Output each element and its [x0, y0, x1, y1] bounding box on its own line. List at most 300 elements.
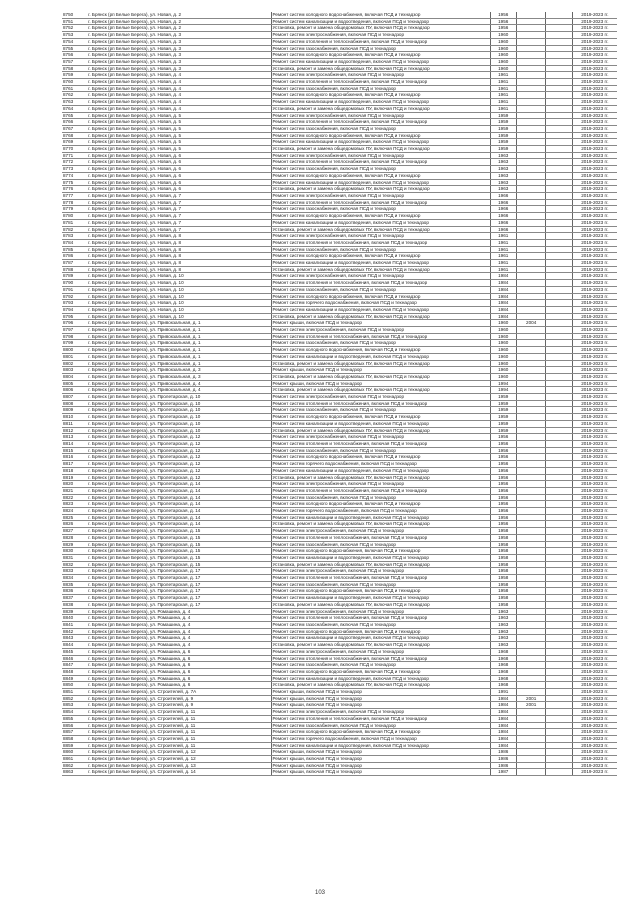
last-repair-year-cell	[516, 441, 545, 448]
address-cell: г. Брянск (рп Белые Берега), ул. Привокзальная, д. 1	[87, 320, 271, 327]
row-number: 8770	[62, 146, 87, 153]
period-cell: 2019-2023 гг.	[572, 434, 617, 441]
last-repair-year-cell	[516, 508, 545, 515]
address-cell: г. Брянск (рп Белые Берега), ул. Привокзальная, д. 1	[87, 327, 271, 334]
year-built-cell: 1959	[490, 394, 516, 401]
row-number: 8836	[62, 588, 87, 595]
year-built-cell: 1986	[490, 749, 516, 756]
work-type-cell: Ремонт крыши, включая ПСД и технадзор	[271, 702, 490, 709]
work-type-cell: Ремонт систем холодного водоснабжения, включая ПСД и технадзор	[271, 213, 490, 220]
period-cell: 2019-2023 гг.	[572, 206, 617, 213]
address-cell: г. Брянск (рп Белые Берега), ул. Ромашина, д. 6	[87, 668, 271, 675]
year-built-cell: 1956	[490, 474, 516, 481]
table-row	[62, 186, 617, 193]
year-built-cell: 1968	[490, 668, 516, 675]
year-built-cell: 1991	[490, 689, 516, 696]
extra-cell	[546, 253, 572, 260]
period-cell: 2019-2023 гг.	[572, 689, 617, 696]
row-number: 8784	[62, 239, 87, 246]
extra-cell	[546, 172, 572, 179]
row-number: 8787	[62, 260, 87, 267]
extra-cell	[546, 199, 572, 206]
period-cell: 2019-2023 гг.	[572, 702, 617, 709]
period-cell: 2019-2023 гг.	[572, 105, 617, 112]
extra-cell	[546, 300, 572, 307]
table-row	[62, 65, 617, 72]
row-number: 8850	[62, 682, 87, 689]
address-cell: г. Брянск (рп Белые Берега), ул. Пролетарская, д. 15	[87, 548, 271, 555]
address-cell: г. Брянск (рп Белые Берега), ул. Привокзальная, д. 3	[87, 367, 271, 374]
address-cell: г. Брянск (рп Белые Берега), ул. Ромашина, д. 4	[87, 621, 271, 628]
period-cell: 2019-2023 гг.	[572, 293, 617, 300]
year-built-cell: 1963	[490, 635, 516, 642]
period-cell: 2019-2023 гг.	[572, 534, 617, 541]
table-row	[62, 420, 617, 427]
last-repair-year-cell	[516, 213, 545, 220]
work-type-cell: Ремонт систем газоснабжения, включая ПСД и технадзор	[271, 447, 490, 454]
work-type-cell: Ремонт крыши, включая ПСД и технадзор	[271, 762, 490, 769]
row-number: 8760	[62, 79, 87, 86]
extra-cell	[546, 286, 572, 293]
row-number: 8758	[62, 65, 87, 72]
extra-cell	[546, 568, 572, 575]
work-type-cell: Ремонт систем холодного водоснабжения, включая ПСД и технадзор	[271, 132, 490, 139]
table-row	[62, 487, 617, 494]
row-number: 8802	[62, 360, 87, 367]
period-cell: 2019-2023 гг.	[572, 125, 617, 132]
year-built-cell: 1960	[490, 52, 516, 59]
year-built-cell: 1963	[490, 172, 516, 179]
extra-cell	[546, 514, 572, 521]
address-cell: г. Брянск (рп Белые Берега), ул. Пролетарская, д. 15	[87, 561, 271, 568]
row-number: 8754	[62, 38, 87, 45]
extra-cell	[546, 360, 572, 367]
work-type-cell: Ремонт систем канализации и водоотведения, включая ПСД и технадзор	[271, 353, 490, 360]
last-repair-year-cell: 2001	[516, 695, 545, 702]
period-cell: 2019-2023 гг.	[572, 239, 617, 246]
row-number: 8816	[62, 454, 87, 461]
year-built-cell: 1963	[490, 615, 516, 622]
last-repair-year-cell	[516, 166, 545, 173]
row-number: 8766	[62, 119, 87, 126]
address-cell: г. Брянск (рп Белые Берега), ул. Строителей, д. 11	[87, 709, 271, 716]
year-built-cell: 1984	[490, 293, 516, 300]
year-built-cell: 1959	[490, 420, 516, 427]
last-repair-year-cell	[516, 722, 545, 729]
work-type-cell: Ремонт систем электроснабжения, включая ПСД и технадзор	[271, 648, 490, 655]
period-cell: 2019-2023 гг.	[572, 273, 617, 280]
address-cell: г. Брянск (рп Белые Берега), ул. Ромашина, д. 4	[87, 642, 271, 649]
table-row	[62, 595, 617, 602]
year-built-cell: 1984	[490, 286, 516, 293]
extra-cell	[546, 548, 572, 555]
period-cell: 2019-2023 гг.	[572, 722, 617, 729]
last-repair-year-cell	[516, 400, 545, 407]
address-cell: г. Брянск (рп Белые Берега), ул. Ромашина, д. 4	[87, 608, 271, 615]
period-cell: 2019-2023 гг.	[572, 521, 617, 528]
last-repair-year-cell	[516, 367, 545, 374]
last-repair-year-cell	[516, 266, 545, 273]
extra-cell	[546, 668, 572, 675]
address-cell: г. Брянск (рп Белые Берега), ул. Новая, д. 7	[87, 199, 271, 206]
work-type-cell: Установка, ремонт и замена общедомовых ПУ, включая ПСД и технадзор	[271, 65, 490, 72]
year-built-cell: 1968	[490, 662, 516, 669]
table-row	[62, 52, 617, 59]
work-type-cell: Ремонт систем отопления и теплоснабжения, включая ПСД и технадзор	[271, 119, 490, 126]
row-number: 8794	[62, 306, 87, 313]
address-cell: г. Брянск (рп Белые Берега), ул. Новая, д. 6	[87, 179, 271, 186]
last-repair-year-cell	[516, 38, 545, 45]
period-cell: 2019-2023 гг.	[572, 233, 617, 240]
year-built-cell: 1959	[490, 132, 516, 139]
year-built-cell: 1984	[490, 273, 516, 280]
table-row	[62, 534, 617, 541]
period-cell: 2019-2023 гг.	[572, 340, 617, 347]
year-built-cell: 1961	[490, 260, 516, 267]
period-cell: 2019-2023 гг.	[572, 756, 617, 763]
extra-cell	[546, 273, 572, 280]
period-cell: 2019-2023 гг.	[572, 253, 617, 260]
address-cell: г. Брянск (рп Белые Берега), ул. Пролетарская, д. 17	[87, 581, 271, 588]
period-cell: 2019-2023 гг.	[572, 172, 617, 179]
last-repair-year-cell	[516, 333, 545, 340]
extra-cell	[546, 45, 572, 52]
period-cell: 2019-2023 гг.	[572, 769, 617, 776]
table-row	[62, 119, 617, 126]
extra-cell	[546, 146, 572, 153]
address-cell: г. Брянск (рп Белые Берега), ул. Новая, д. 3	[87, 32, 271, 39]
last-repair-year-cell	[516, 414, 545, 421]
work-type-cell: Ремонт систем электроснабжения, включая ПСД и технадзор	[271, 152, 490, 159]
year-built-cell: 1966	[490, 206, 516, 213]
last-repair-year-cell	[516, 32, 545, 39]
table-row	[62, 159, 617, 166]
row-number: 8756	[62, 52, 87, 59]
address-cell: г. Брянск (рп Белые Берега), ул. Новая, д. 3	[87, 38, 271, 45]
year-built-cell: 1956	[490, 454, 516, 461]
year-built-cell: 1958	[490, 575, 516, 582]
row-number: 8828	[62, 534, 87, 541]
last-repair-year-cell	[516, 105, 545, 112]
table-row	[62, 628, 617, 635]
period-cell: 2019-2023 гг.	[572, 494, 617, 501]
row-number: 8767	[62, 125, 87, 132]
period-cell: 2019-2023 гг.	[572, 373, 617, 380]
extra-cell	[546, 695, 572, 702]
address-cell: г. Брянск (рп Белые Берега), ул. Ромашина, д. 4	[87, 635, 271, 642]
work-type-cell: Установка, ремонт и замена общедомовых ПУ, включая ПСД и технадзор	[271, 682, 490, 689]
table-row	[62, 621, 617, 628]
period-cell: 2019-2023 гг.	[572, 38, 617, 45]
period-cell: 2019-2023 гг.	[572, 400, 617, 407]
period-cell: 2019-2023 гг.	[572, 367, 617, 374]
work-type-cell: Ремонт систем электроснабжения, включая ПСД и технадзор	[271, 528, 490, 535]
work-type-cell: Установка, ремонт и замена общедомовых ПУ, включая ПСД и технадзор	[271, 474, 490, 481]
row-number: 8780	[62, 213, 87, 220]
last-repair-year-cell	[516, 749, 545, 756]
address-cell: г. Брянск (рп Белые Берега), ул. Новая, д. 4	[87, 92, 271, 99]
period-cell: 2019-2023 гг.	[572, 219, 617, 226]
work-type-cell: Установка, ремонт и замена общедомовых ПУ, включая ПСД и технадзор	[271, 313, 490, 320]
address-cell: г. Брянск (рп Белые Берега), ул. Привокзальная, д. 4	[87, 387, 271, 394]
last-repair-year-cell	[516, 494, 545, 501]
extra-cell	[546, 715, 572, 722]
last-repair-year-cell	[516, 300, 545, 307]
table-row	[62, 333, 617, 340]
table-row	[62, 387, 617, 394]
work-type-cell: Ремонт систем электроснабжения, включая ПСД и технадзор	[271, 394, 490, 401]
extra-cell	[546, 447, 572, 454]
address-cell: г. Брянск (рп Белые Берега), ул. Новая, д. 5	[87, 112, 271, 119]
last-repair-year-cell	[516, 239, 545, 246]
extra-cell	[546, 501, 572, 508]
table-row	[62, 702, 617, 709]
last-repair-year-cell	[516, 454, 545, 461]
last-repair-year-cell	[516, 501, 545, 508]
year-built-cell: 1984	[490, 702, 516, 709]
last-repair-year-cell	[516, 293, 545, 300]
extra-cell	[546, 353, 572, 360]
address-cell: г. Брянск (рп Белые Берега), ул. Пролетарская, д. 14	[87, 521, 271, 528]
last-repair-year-cell	[516, 554, 545, 561]
table-row	[62, 373, 617, 380]
work-type-cell: Ремонт систем канализации и водоотведения, включая ПСД и технадзор	[271, 742, 490, 749]
period-cell: 2019-2023 гг.	[572, 588, 617, 595]
extra-cell	[546, 420, 572, 427]
work-type-cell: Установка, ремонт и замена общедомовых ПУ, включая ПСД и технадзор	[271, 186, 490, 193]
address-cell: г. Брянск (рп Белые Берега), ул. Новая, д. 8	[87, 266, 271, 273]
table-row	[62, 266, 617, 273]
address-cell: г. Брянск (рп Белые Берега), ул. Пролетарская, д. 17	[87, 601, 271, 608]
row-number: 8853	[62, 702, 87, 709]
table-row	[62, 360, 617, 367]
extra-cell	[546, 709, 572, 716]
last-repair-year-cell	[516, 125, 545, 132]
address-cell: г. Брянск (рп Белые Берега), ул. Новая, д. 10	[87, 306, 271, 313]
work-type-cell: Ремонт систем электроснабжения, включая ПСД и технадзор	[271, 112, 490, 119]
address-cell: г. Брянск (рп Белые Берега), ул. Ромашина, д. 6	[87, 675, 271, 682]
last-repair-year-cell	[516, 286, 545, 293]
table-row	[62, 85, 617, 92]
period-cell: 2019-2023 гг.	[572, 635, 617, 642]
last-repair-year-cell	[516, 85, 545, 92]
row-number: 8779	[62, 206, 87, 213]
extra-cell	[546, 179, 572, 186]
last-repair-year-cell	[516, 99, 545, 106]
row-number: 8785	[62, 246, 87, 253]
extra-cell	[546, 38, 572, 45]
work-type-cell: Ремонт систем горячего водоснабжения, включая ПСД и технадзор	[271, 461, 490, 468]
period-cell: 2019-2023 гг.	[572, 347, 617, 354]
extra-cell	[546, 534, 572, 541]
year-built-cell: 1959	[490, 112, 516, 119]
work-type-cell: Ремонт систем электроснабжения, включая ПСД и технадзор	[271, 608, 490, 615]
row-number: 8772	[62, 159, 87, 166]
period-cell: 2019-2023 гг.	[572, 58, 617, 65]
work-type-cell: Ремонт систем электроснабжения, включая ПСД и технадзор	[271, 233, 490, 240]
last-repair-year-cell	[516, 146, 545, 153]
period-cell: 2019-2023 гг.	[572, 387, 617, 394]
address-cell: г. Брянск (рп Белые Берега), ул. Строителей, д. 13	[87, 762, 271, 769]
work-type-cell: Ремонт систем отопления и теплоснабжения, включая ПСД и технадзор	[271, 38, 490, 45]
period-cell: 2019-2023 гг.	[572, 85, 617, 92]
address-cell: г. Брянск (рп Белые Берега), ул. Строителей, д. 11	[87, 742, 271, 749]
last-repair-year-cell	[516, 45, 545, 52]
work-type-cell: Ремонт систем канализации и водоотведения, включая ПСД и технадзор	[271, 260, 490, 267]
year-built-cell: 1956	[490, 514, 516, 521]
period-cell: 2019-2023 гг.	[572, 65, 617, 72]
period-cell: 2019-2023 гг.	[572, 675, 617, 682]
row-number: 8761	[62, 85, 87, 92]
period-cell: 2019-2023 гг.	[572, 12, 617, 18]
work-type-cell: Ремонт систем холодного водоснабжения, включая ПСД и технадзор	[271, 501, 490, 508]
last-repair-year-cell	[516, 575, 545, 582]
work-type-cell: Установка, ремонт и замена общедомовых ПУ, включая ПСД и технадзор	[271, 521, 490, 528]
year-built-cell: 1968	[490, 655, 516, 662]
address-cell: г. Брянск (рп Белые Берега), ул. Строителей, д. 11	[87, 735, 271, 742]
period-cell: 2019-2023 гг.	[572, 246, 617, 253]
extra-cell	[546, 615, 572, 622]
extra-cell	[546, 239, 572, 246]
period-cell: 2019-2023 гг.	[572, 213, 617, 220]
extra-cell	[546, 742, 572, 749]
year-built-cell: 1956	[490, 521, 516, 528]
last-repair-year-cell	[516, 528, 545, 535]
year-built-cell: 1966	[490, 226, 516, 233]
year-built-cell: 1984	[490, 722, 516, 729]
table-row	[62, 568, 617, 575]
period-cell: 2019-2023 гг.	[572, 266, 617, 273]
address-cell: г. Брянск (рп Белые Берега), ул. Пролетарская, д. 17	[87, 588, 271, 595]
last-repair-year-cell: 2004	[516, 320, 545, 327]
table-row	[62, 280, 617, 287]
extra-cell	[546, 119, 572, 126]
period-cell: 2019-2023 гг.	[572, 420, 617, 427]
row-number: 8826	[62, 521, 87, 528]
year-built-cell: 1958	[490, 595, 516, 602]
extra-cell	[546, 72, 572, 79]
year-built-cell: 1958	[490, 548, 516, 555]
address-cell: г. Брянск (рп Белые Берега), ул. Пролетарская, д. 10	[87, 394, 271, 401]
work-type-cell: Установка, ремонт и замена общедомовых ПУ, включая ПСД и технадзор	[271, 427, 490, 434]
period-cell: 2019-2023 гг.	[572, 474, 617, 481]
table-row	[62, 400, 617, 407]
table-row	[62, 219, 617, 226]
period-cell: 2019-2023 гг.	[572, 481, 617, 488]
row-number: 8860	[62, 749, 87, 756]
table-row	[62, 601, 617, 608]
address-cell: г. Брянск (рп Белые Берега), ул. Пролетарская, д. 17	[87, 595, 271, 602]
address-cell: г. Брянск (рп Белые Берега), ул. Новая, д. 5	[87, 119, 271, 126]
address-cell: г. Брянск (рп Белые Берега), ул. Ромашина, д. 6	[87, 662, 271, 669]
table-row	[62, 575, 617, 582]
extra-cell	[546, 655, 572, 662]
work-type-cell: Ремонт систем горячего водоснабжения, включая ПСД и технадзор	[271, 300, 490, 307]
period-cell: 2019-2023 гг.	[572, 79, 617, 86]
row-number: 8809	[62, 407, 87, 414]
period-cell: 2019-2023 гг.	[572, 186, 617, 193]
address-cell: г. Брянск (рп Белые Берега), ул. Пролетарская, д. 17	[87, 568, 271, 575]
row-number: 8778	[62, 199, 87, 206]
period-cell: 2019-2023 гг.	[572, 508, 617, 515]
row-number: 8753	[62, 32, 87, 39]
period-cell: 2019-2023 гг.	[572, 119, 617, 126]
table-row	[62, 152, 617, 159]
table-body	[62, 12, 617, 776]
last-repair-year-cell	[516, 65, 545, 72]
row-number: 8762	[62, 92, 87, 99]
address-cell: г. Брянск (рп Белые Берега), ул. Новая, д. 4	[87, 105, 271, 112]
extra-cell	[546, 280, 572, 287]
table-row	[62, 668, 617, 675]
work-type-cell: Ремонт систем канализации и водоотведения, включая ПСД и технадзор	[271, 420, 490, 427]
table-row	[62, 105, 617, 112]
extra-cell	[546, 762, 572, 769]
last-repair-year-cell	[516, 628, 545, 635]
table-row	[62, 394, 617, 401]
last-repair-year-cell	[516, 159, 545, 166]
year-built-cell: 1959	[490, 400, 516, 407]
year-built-cell: 1968	[490, 648, 516, 655]
work-type-cell: Ремонт систем газоснабжения, включая ПСД и технадзор	[271, 662, 490, 669]
year-built-cell: 1960	[490, 347, 516, 354]
last-repair-year-cell	[516, 487, 545, 494]
extra-cell	[546, 467, 572, 474]
work-type-cell: Ремонт систем отопления и теплоснабжения, включая ПСД и технадзор	[271, 655, 490, 662]
work-type-cell: Ремонт систем газоснабжения, включая ПСД и технадзор	[271, 541, 490, 548]
year-built-cell: 1961	[490, 233, 516, 240]
extra-cell	[546, 99, 572, 106]
table-row	[62, 58, 617, 65]
table-row	[62, 239, 617, 246]
work-type-cell: Ремонт систем канализации и водоотведения, включая ПСД и технадзор	[271, 18, 490, 25]
table-row	[62, 233, 617, 240]
table-row	[62, 655, 617, 662]
work-type-cell: Ремонт систем электроснабжения, включая ПСД и технадзор	[271, 568, 490, 575]
period-cell: 2019-2023 гг.	[572, 655, 617, 662]
table-row	[62, 18, 617, 25]
year-built-cell: 1960	[490, 340, 516, 347]
address-cell: г. Брянск (рп Белые Берега), ул. Ромашина, д. 6	[87, 648, 271, 655]
table-row	[62, 588, 617, 595]
address-cell: г. Брянск (рп Белые Берега), ул. Новая, д. 7	[87, 213, 271, 220]
row-number: 8825	[62, 514, 87, 521]
table-row	[62, 454, 617, 461]
period-cell: 2019-2023 гг.	[572, 18, 617, 25]
year-built-cell: 1960	[490, 320, 516, 327]
work-type-cell: Ремонт систем холодного водоснабжения, включая ПСД и технадзор	[271, 347, 490, 354]
last-repair-year-cell	[516, 139, 545, 146]
last-repair-year-cell	[516, 648, 545, 655]
extra-cell	[546, 575, 572, 582]
table-row	[62, 548, 617, 555]
row-number: 8774	[62, 172, 87, 179]
row-number: 8829	[62, 541, 87, 548]
work-type-cell: Установка, ремонт и замена общедомовых ПУ, включая ПСД и технадзор	[271, 601, 490, 608]
last-repair-year-cell	[516, 253, 545, 260]
year-built-cell: 1959	[490, 125, 516, 132]
address-cell: г. Брянск (рп Белые Берега), ул. Новая, д. 6	[87, 186, 271, 193]
row-number: 8771	[62, 152, 87, 159]
last-repair-year-cell	[516, 434, 545, 441]
last-repair-year-cell	[516, 769, 545, 776]
extra-cell	[546, 79, 572, 86]
period-cell: 2019-2023 гг.	[572, 146, 617, 153]
last-repair-year-cell	[516, 621, 545, 628]
last-repair-year-cell	[516, 25, 545, 32]
year-built-cell: 1986	[490, 762, 516, 769]
extra-cell	[546, 662, 572, 669]
